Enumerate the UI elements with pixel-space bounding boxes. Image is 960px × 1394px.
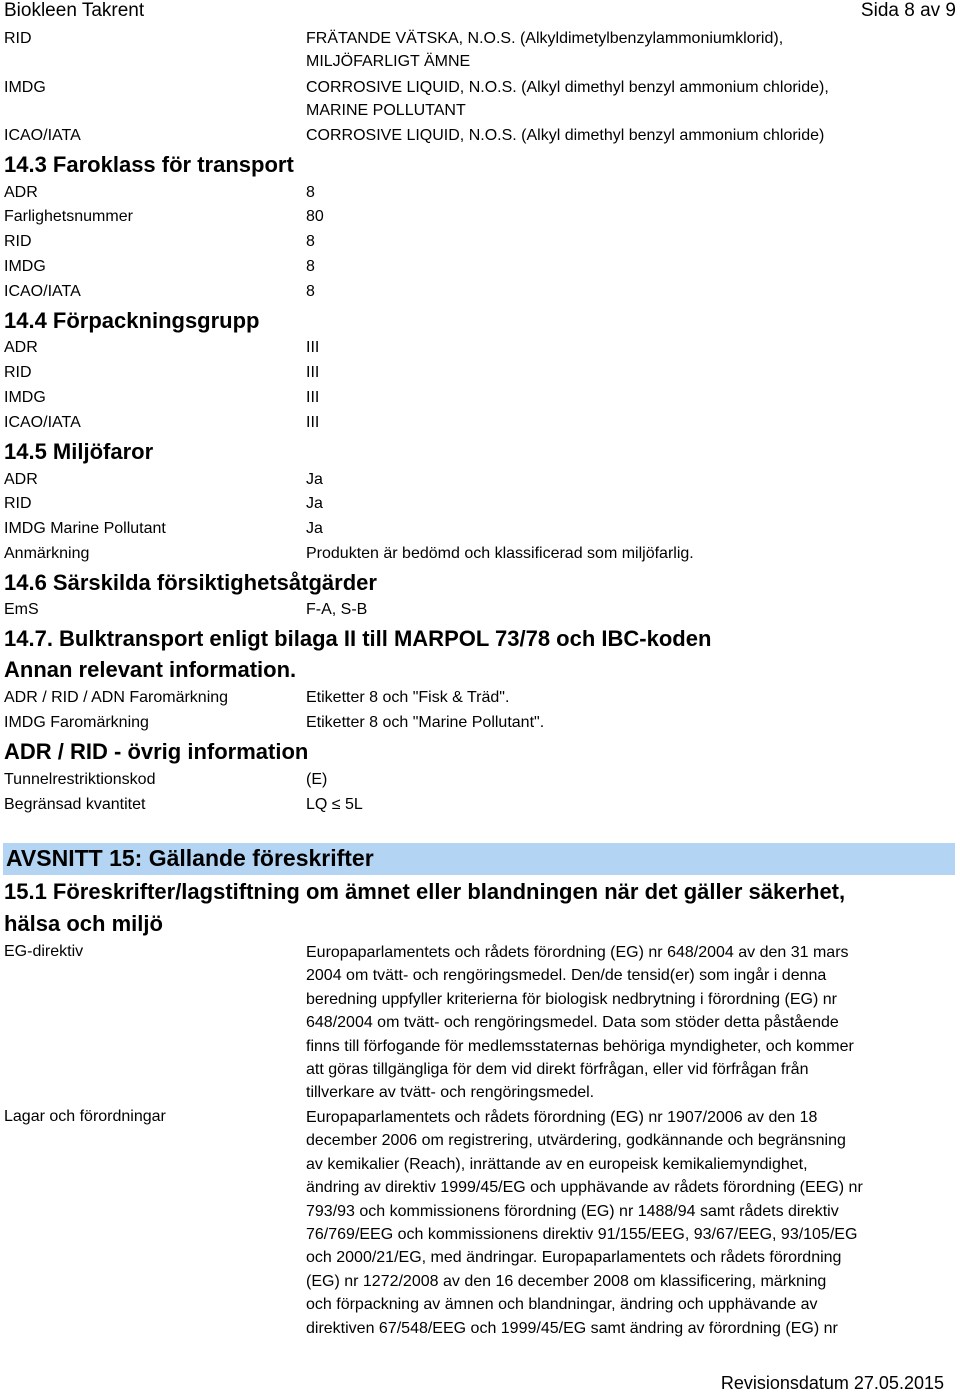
psn-imdg-line2: MARINE POLLUTANT xyxy=(306,102,466,119)
section-15-1-heading-line2: hälsa och miljö xyxy=(4,911,163,936)
tunnel-code-label: Tunnelrestriktionskod xyxy=(4,771,156,788)
psn-rid-line2: MILJÖFARLIGT ÄMNE xyxy=(306,53,471,70)
env-hazard-label: ADR xyxy=(4,471,38,488)
hazard-label-label: ADR / RID / ADN Faromärkning xyxy=(4,689,229,706)
text-line: 648/2004 om tvätt- och rengöringsmedel. Data som stöder detta påstående xyxy=(306,1014,839,1032)
packing-group-label: IMDG xyxy=(4,389,46,406)
hazard-class-value: 8 xyxy=(306,283,315,300)
env-hazard-value: Ja xyxy=(306,471,323,488)
eg-directive-text xyxy=(306,941,926,1105)
text-line: december 2006 om registrering, utvärdering, godkännande och begränsning xyxy=(306,1132,846,1150)
psn-rid-line1: FRÄTANDE VÄTSKA, N.O.S. (Alkyldimetylbenzylammoniumklorid), xyxy=(306,30,784,47)
hazard-class-value: 8 xyxy=(306,233,315,250)
hazard-class-label: ICAO/IATA xyxy=(4,283,81,300)
section-14-3-heading: 14.3 Faroklass för transport xyxy=(4,152,294,177)
revision-date: Revisionsdatum 27.05.2015 xyxy=(720,1373,944,1393)
laws-text xyxy=(306,1106,926,1340)
hazard-class-value: 8 xyxy=(306,184,315,201)
laws-label: Lagar och förordningar xyxy=(4,1108,166,1125)
packing-group-value: III xyxy=(306,339,320,356)
text-line: beredning uppfyller kriterierna för biologisk nedbrytning i förordning (EG) nr xyxy=(306,990,837,1008)
psn-imdg-line1: CORROSIVE LIQUID, N.O.S. (Alkyl dimethyl benzyl ammonium chloride), xyxy=(306,79,829,96)
section-15-1-heading-line1: 15.1 Föreskrifter/lagstiftning om ämnet eller blandningen när det gäller säkerhet, xyxy=(4,879,846,904)
packing-group-label: ICAO/IATA xyxy=(4,414,81,431)
text-line: 2004 om tvätt- och rengöringsmedel. Den/de tensid(er) som ingår i denna xyxy=(306,967,827,985)
psn-icao-line1: CORROSIVE LIQUID, N.O.S. (Alkyl dimethyl benzyl ammonium chloride) xyxy=(306,127,825,144)
text-line: av kemikalier (Reach), inrättande av en europeisk kemikaliemyndighet, xyxy=(306,1155,808,1173)
env-hazard-value: Ja xyxy=(306,495,323,512)
text-line: och förpackning av ämnen och blandningar, ändring och upphävande av xyxy=(306,1296,818,1314)
ems-value: F-A, S-B xyxy=(306,601,368,618)
packing-group-label: RID xyxy=(4,364,32,381)
hazard-label-label: IMDG Faromärkning xyxy=(4,714,149,731)
remark-label: Anmärkning xyxy=(4,545,90,562)
text-line: Europaparlamentets och rådets förordning (EG) nr 1907/2006 av den 18 xyxy=(306,1109,818,1126)
hazard-class-label: ADR xyxy=(4,184,38,201)
packing-group-value: III xyxy=(306,389,320,406)
text-line: (EG) nr 1272/2008 av den 16 december 2008 om klassificering, märkning xyxy=(306,1272,827,1290)
packing-group-value: III xyxy=(306,414,320,431)
psn-label-icao: ICAO/IATA xyxy=(4,127,81,144)
adr-rid-heading: ADR / RID - övrig information xyxy=(4,739,309,764)
section-14-7-heading: 14.7. Bulktransport enligt bilaga II till MARPOL 73/78 och IBC-koden xyxy=(4,626,712,651)
section-14-5-heading: 14.5 Miljöfaror xyxy=(4,439,154,464)
psn-label-rid: RID xyxy=(4,30,32,47)
psn-label-imdg: IMDG xyxy=(4,79,46,96)
hazard-class-value: 8 xyxy=(306,258,315,275)
text-line: och 2000/21/EG, med ändringar. Europaparlamentets och rådets förordning xyxy=(306,1249,842,1267)
hazard-label-value: Etiketter 8 och "Marine Pollutant". xyxy=(306,714,545,731)
hazard-class-label: Farlighetsnummer xyxy=(4,208,133,225)
section-14-6-heading: 14.6 Särskilda försiktighetsåtgärder xyxy=(4,570,377,595)
eg-directive-label: EG-direktiv xyxy=(4,943,84,960)
text-line: ändring av direktiv 1999/45/EG och upphävande av rådets förordning (EEG) nr xyxy=(306,1179,863,1197)
text-line: tillverkare av tvätt- och rengöringsmedel. xyxy=(306,1084,595,1102)
hazard-label-value: Etiketter 8 och "Fisk & Träd". xyxy=(306,689,510,706)
section-14-4-heading: 14.4 Förpackningsgrupp xyxy=(4,308,260,333)
env-hazard-value: Ja xyxy=(306,520,323,537)
ems-label: EmS xyxy=(4,601,39,618)
text-line: Europaparlamentets och rådets förordning (EG) nr 648/2004 av den 31 mars xyxy=(306,944,849,961)
text-line: att göras tillgängliga för dem vid direkt förfrågan, eller vid förfrågan från xyxy=(306,1061,809,1079)
limited-quantity-value: LQ ≤ 5L xyxy=(306,796,363,813)
env-hazard-label: RID xyxy=(4,495,32,512)
remark-value: Produkten är bedömd och klassificerad som miljöfarlig. xyxy=(306,545,694,562)
text-line: 76/769/EEG och kommissionens direktiv 91/155/EEG, 93/67/EEG, 93/105/EG xyxy=(306,1226,858,1244)
packing-group-label: ADR xyxy=(4,339,38,356)
limited-quantity-label: Begränsad kvantitet xyxy=(4,796,146,813)
other-info-heading: Annan relevant information. xyxy=(4,657,297,682)
tunnel-code-value: (E) xyxy=(306,771,328,788)
hazard-class-label: IMDG xyxy=(4,258,46,275)
env-hazard-label: IMDG Marine Pollutant xyxy=(4,520,166,537)
text-line: direktiven 67/548/EEG och 1999/45/EG samt ändring av förordning (EG) nr xyxy=(306,1319,838,1337)
section-15-title: AVSNITT 15: Gällande föreskrifter xyxy=(6,845,374,871)
hazard-class-value: 80 xyxy=(306,208,324,225)
packing-group-value: III xyxy=(306,364,320,381)
text-line: finns till förfogande för medlemsstaternas behöriga myndigheter, och kommer xyxy=(306,1037,854,1055)
company-name: Biokleen Takrent xyxy=(4,0,145,21)
hazard-class-label: RID xyxy=(4,233,32,250)
page-number: Sida 8 av 9 xyxy=(860,0,956,21)
text-line: 793/93 och kommissionens förordning (EG) nr 1488/94 samt rådets direktiv xyxy=(306,1202,839,1220)
